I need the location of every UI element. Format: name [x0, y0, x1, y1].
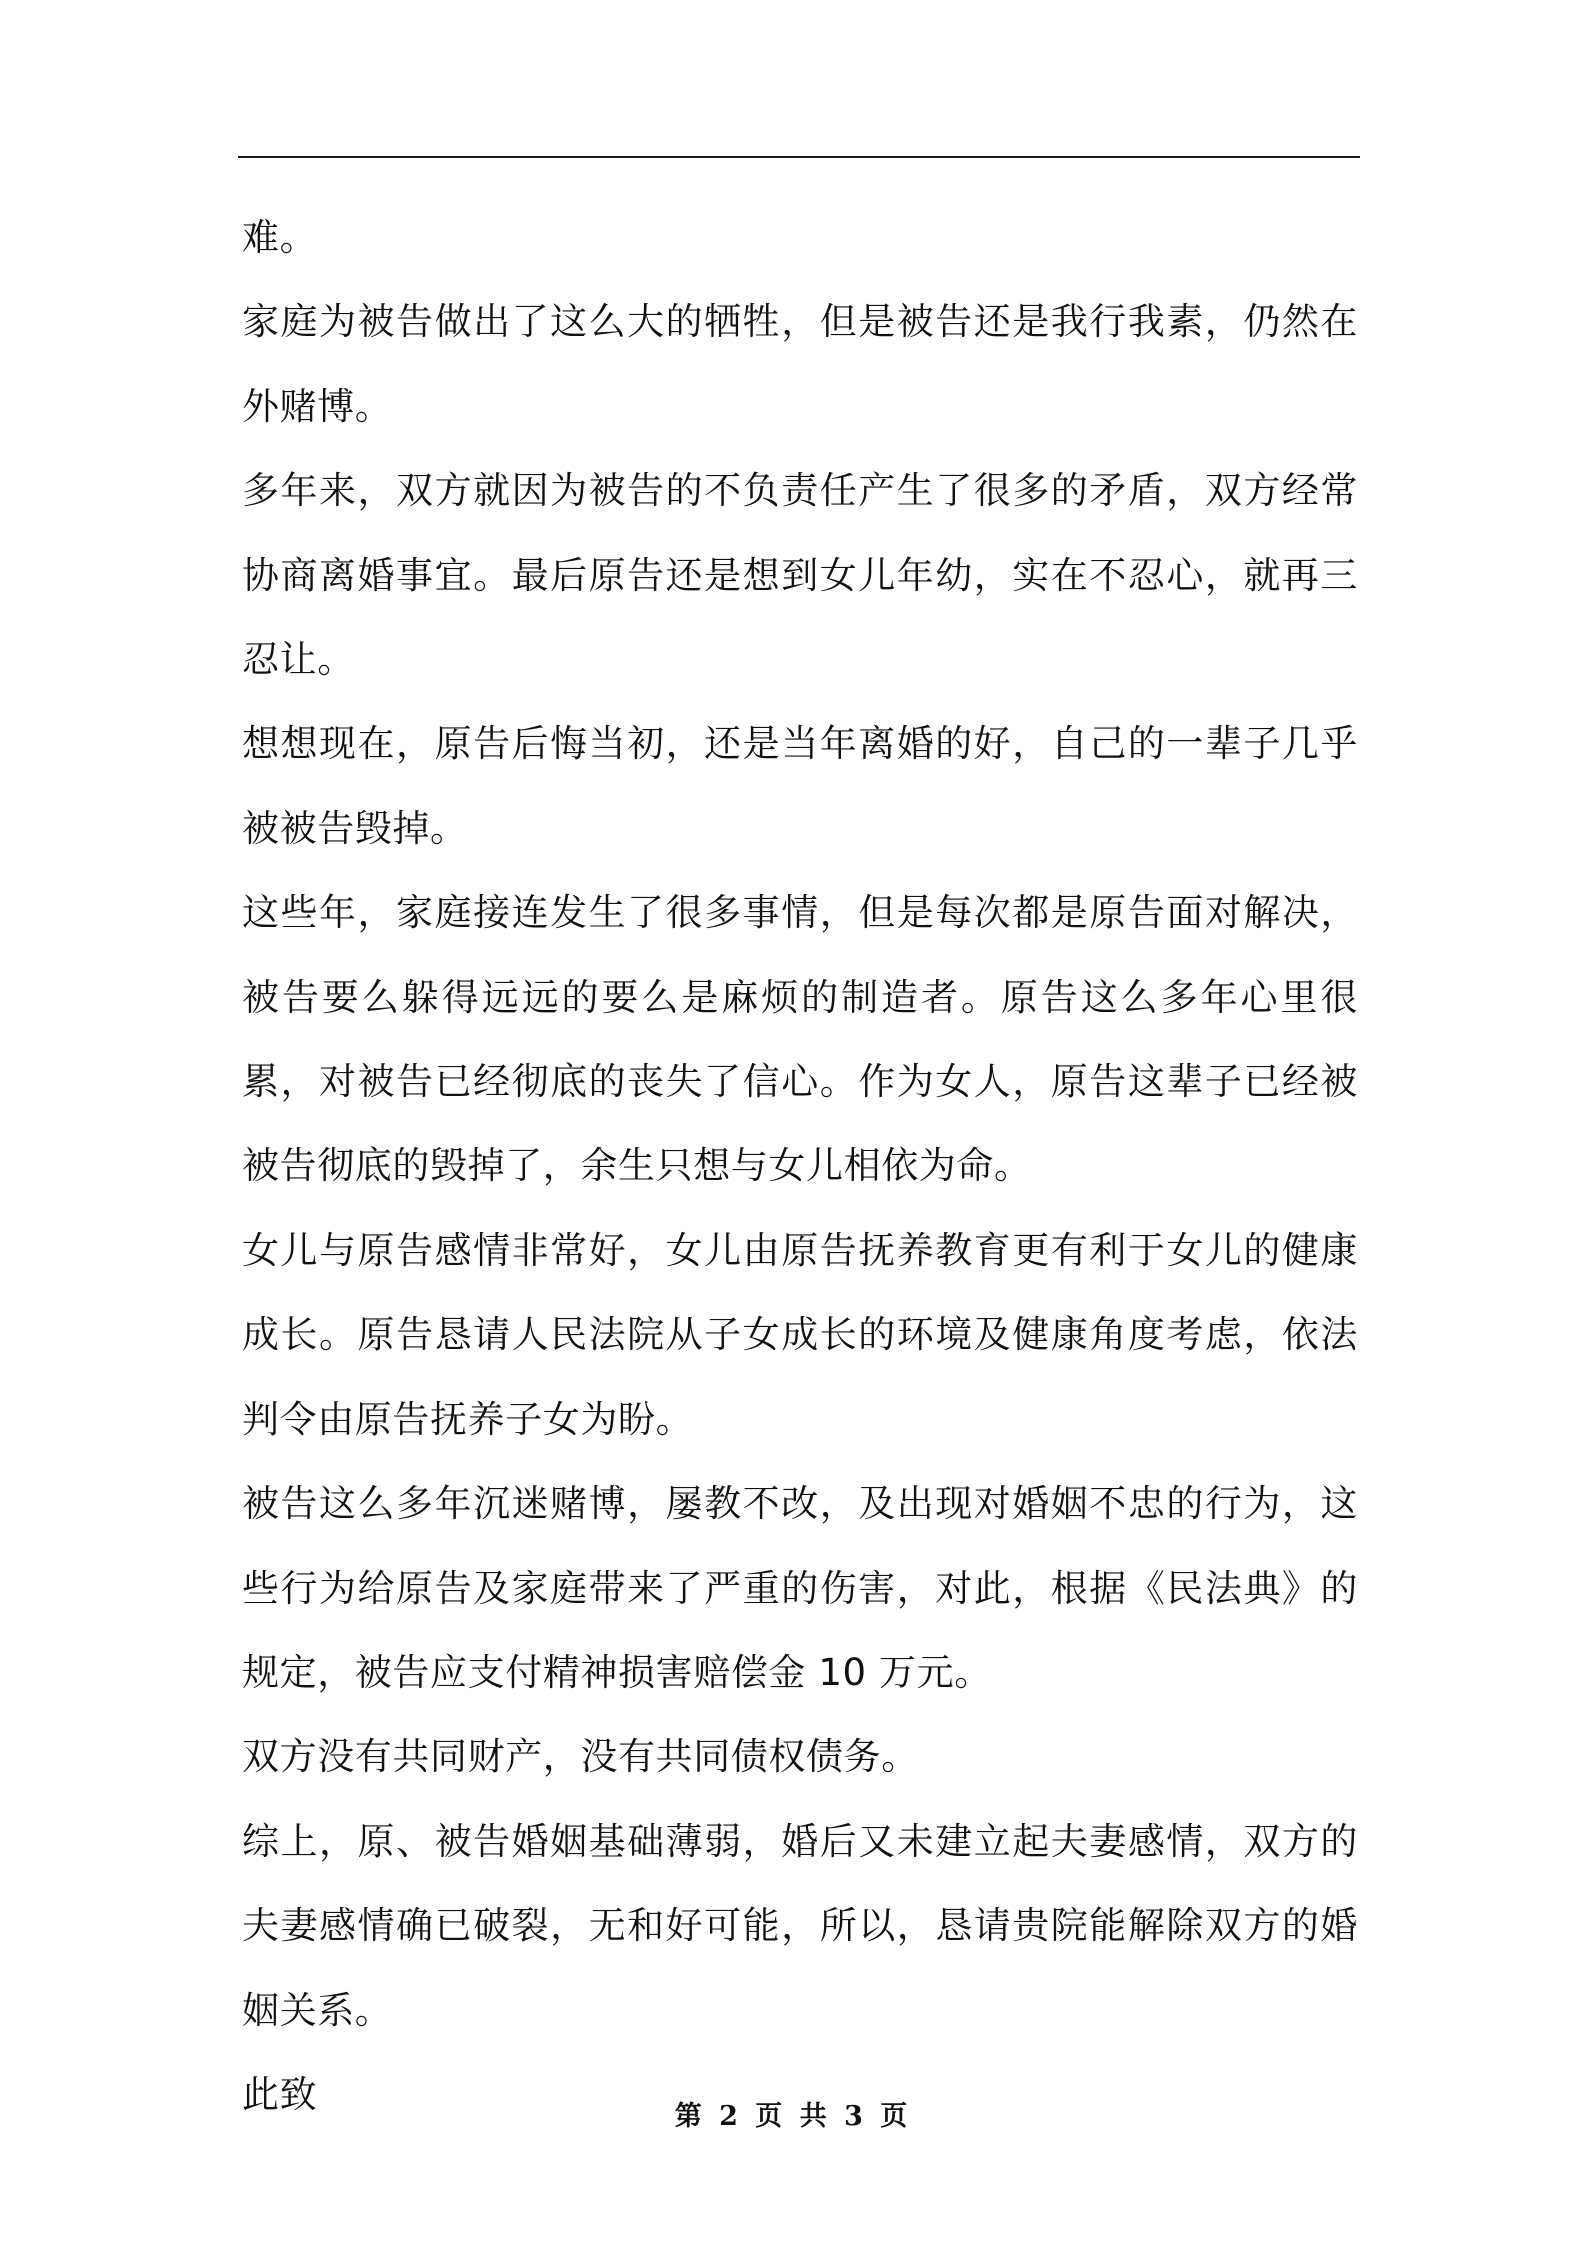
paragraph-custody: 女儿与原告感情非常好，女儿由原告抚养教育更有利于女儿的健康成长。原告恳请人民法院从子女成长的环境及健康角度考虑，依法判令由原告抚养子女为盼。 — [242, 1228, 1358, 1441]
paragraph-conclusion: 综上，原、被告婚姻基础薄弱，婚后又未建立起夫妻感情，双方的夫妻感情确已破裂，无和好可能，所以，恳请贵院能解除双方的婚姻关系。 — [242, 1819, 1358, 2032]
paragraph-conflicts: 多年来，双方就因为被告的不负责任产生了很多的矛盾，双方经常协商离婚事宜。最后原告还是想到女儿年幼，实在不忍心，就再三忍让。 — [242, 469, 1358, 682]
header-divider — [238, 156, 1360, 158]
paragraph-closing: 此致 — [242, 2072, 318, 2116]
paragraph-continuation: 难。 — [242, 216, 318, 259]
paragraph-sacrifice: 家庭为被告做出了这么大的牺牲，但是被告还是我行我素，仍然在外赌博。 — [242, 300, 1358, 428]
document-body — [242, 196, 1358, 2137]
paragraph-property: 双方没有共同财产，没有共同债权债务。 — [242, 1735, 919, 1779]
page-number: 第 2 页 共 3 页 — [674, 2101, 912, 2132]
paragraph-family-events: 这些年，家庭接连发生了很多事情，但是每次都是原告面对解决，被告要么躲得远远的要么是麻烦的制造者。原告这么多年心里很累，对被告已经彻底的丧失了信心。作为女人，原告这辈子已经被被告彻底的毁掉了，余生只想与女儿相依为命。 — [242, 891, 1358, 1188]
paragraph-compensation: 被告这么多年沉迷赌博，屡教不改，及出现对婚姻不忠的行为，这些行为给原告及家庭带来了严重的伤害，对此，根据《民法典》的规定，被告应支付精神损害赔偿金 10 万元。 — [242, 1482, 1358, 1694]
paragraph-regret: 想想现在，原告后悔当初，还是当年离婚的好，自己的一辈子几乎被被告毁掉。 — [242, 722, 1358, 850]
